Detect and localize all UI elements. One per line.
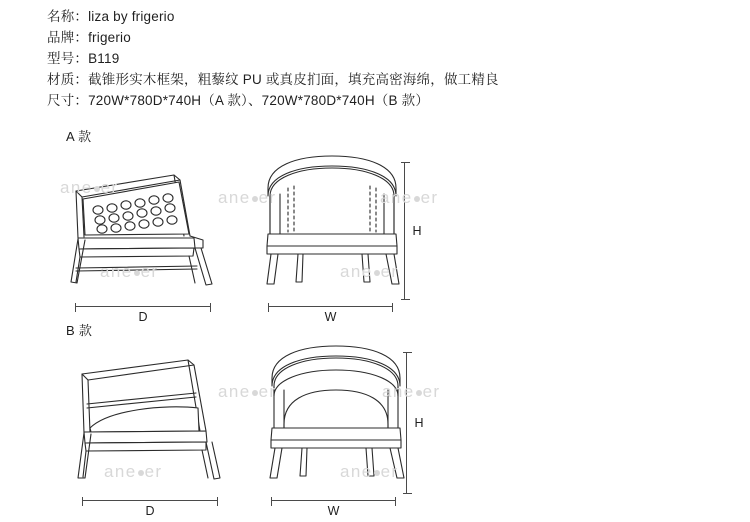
watermark-text-before: ane — [218, 188, 251, 207]
watermark-text-after: er — [140, 262, 159, 281]
variant-a-width-label: W — [324, 310, 337, 324]
watermark-text-before: ane — [104, 462, 137, 481]
variant-b-label: B 款 — [66, 323, 93, 338]
watermark-text-before: ane — [100, 262, 133, 281]
variant-b-drawings — [0, 338, 750, 518]
spec-line-material: 材质：截锥形实木框架，粗藜纹 PU 或真皮扪面，填充高密海绵，做工精良 — [47, 72, 499, 87]
watermark-text-before: ane — [60, 178, 93, 197]
spec-line-model: 型号：B119 — [47, 51, 120, 66]
watermark-text-after: er — [100, 178, 119, 197]
watermark-text-after: er — [420, 188, 439, 207]
variant-b-front-view — [262, 338, 422, 488]
variant-b-section — [0, 320, 750, 518]
variant-a-drawings — [0, 144, 750, 324]
variant-a-front-view — [258, 144, 418, 294]
spec-list — [47, 6, 707, 111]
variant-b-width-dimension-line — [271, 500, 396, 501]
variant-b-height-label: H — [414, 416, 424, 430]
variant-a-depth-dimension-line — [75, 306, 211, 307]
watermark-text-before: ane — [380, 188, 413, 207]
variant-a-section — [0, 126, 750, 324]
variant-a-depth-label: D — [138, 310, 148, 324]
watermark-text-before: ane — [340, 462, 373, 481]
watermark-text-after: er — [380, 262, 399, 281]
watermark-text-after: er — [144, 462, 163, 481]
variant-a-width-dimension-line — [268, 306, 393, 307]
watermark-text-after: er — [258, 188, 277, 207]
watermark-text-before: ane — [382, 382, 415, 401]
variant-b-depth-dimension-line — [82, 500, 218, 501]
watermark-text-before: ane — [218, 382, 251, 401]
variant-a-height-label: H — [412, 224, 422, 238]
watermark-text-after: er — [258, 382, 277, 401]
variant-b-height-dimension-line — [406, 352, 407, 494]
watermark-text-after: er — [422, 382, 441, 401]
variant-b-side-view — [68, 338, 238, 488]
variant-a-label: A 款 — [66, 129, 92, 144]
spec-line-brand: 品牌：frigerio — [47, 30, 131, 45]
variant-a-side-view — [62, 144, 232, 294]
watermark-text-before: ane — [340, 262, 373, 281]
spec-line-dimensions: 尺寸：720W*780D*740H（A 款）、720W*780D*740H（B 款） — [47, 93, 430, 108]
variant-b-depth-label: D — [145, 504, 155, 518]
variant-b-width-label: W — [327, 504, 340, 518]
spec-line-name: 名称：liza by frigerio — [47, 9, 175, 24]
variant-a-height-dimension-line — [404, 162, 405, 300]
watermark-text-after: er — [380, 462, 399, 481]
